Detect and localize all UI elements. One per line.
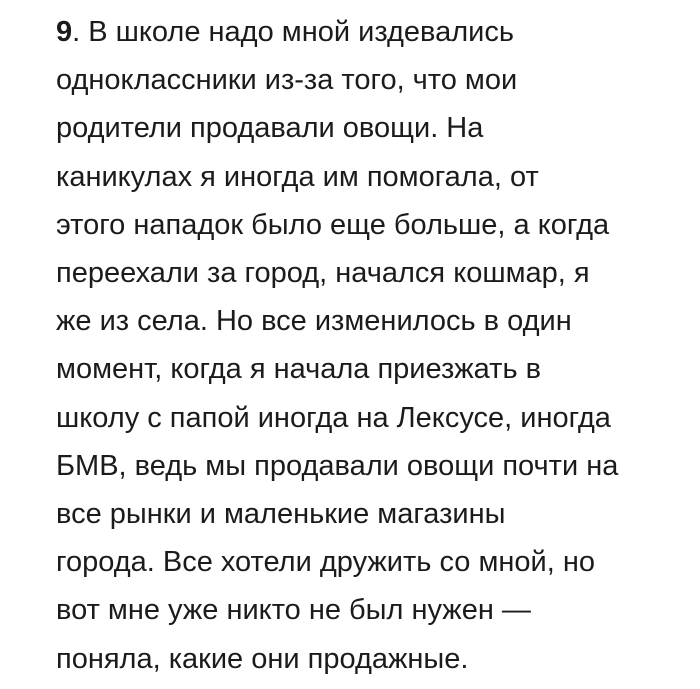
story-text [56, 8, 696, 683]
story-line [56, 8, 696, 56]
story-line: города. Все хотели дружить со мной, но [56, 546, 595, 579]
story-line: все рынки и маленькие магазины [56, 498, 506, 531]
story-line: школу с папой иногда на Лексусе, иногда [56, 401, 611, 434]
story-line: одноклассники из-за того, что мои [56, 64, 518, 97]
story-line: же из села. Но все изменилось в один [56, 305, 572, 338]
story-line: вот мне уже никто не был нужен — [56, 594, 531, 627]
story-line: родители продавали овощи. На [56, 112, 484, 145]
story-line: поняла, какие они продажные. [56, 642, 469, 675]
story-line-text: . В школе надо мной издевались [72, 16, 514, 48]
story-line: переехали за город, начался кошмар, я [56, 257, 590, 290]
story-line: момент, когда я начала приезжать в [56, 353, 542, 386]
story-line: БМВ, ведь мы продавали овощи почти на [56, 449, 619, 482]
story-number: 9 [56, 16, 73, 48]
story-line: каникулах я иногда им помогала, от [56, 160, 539, 193]
story-line: этого нападок было еще больше, а когда [56, 208, 610, 241]
